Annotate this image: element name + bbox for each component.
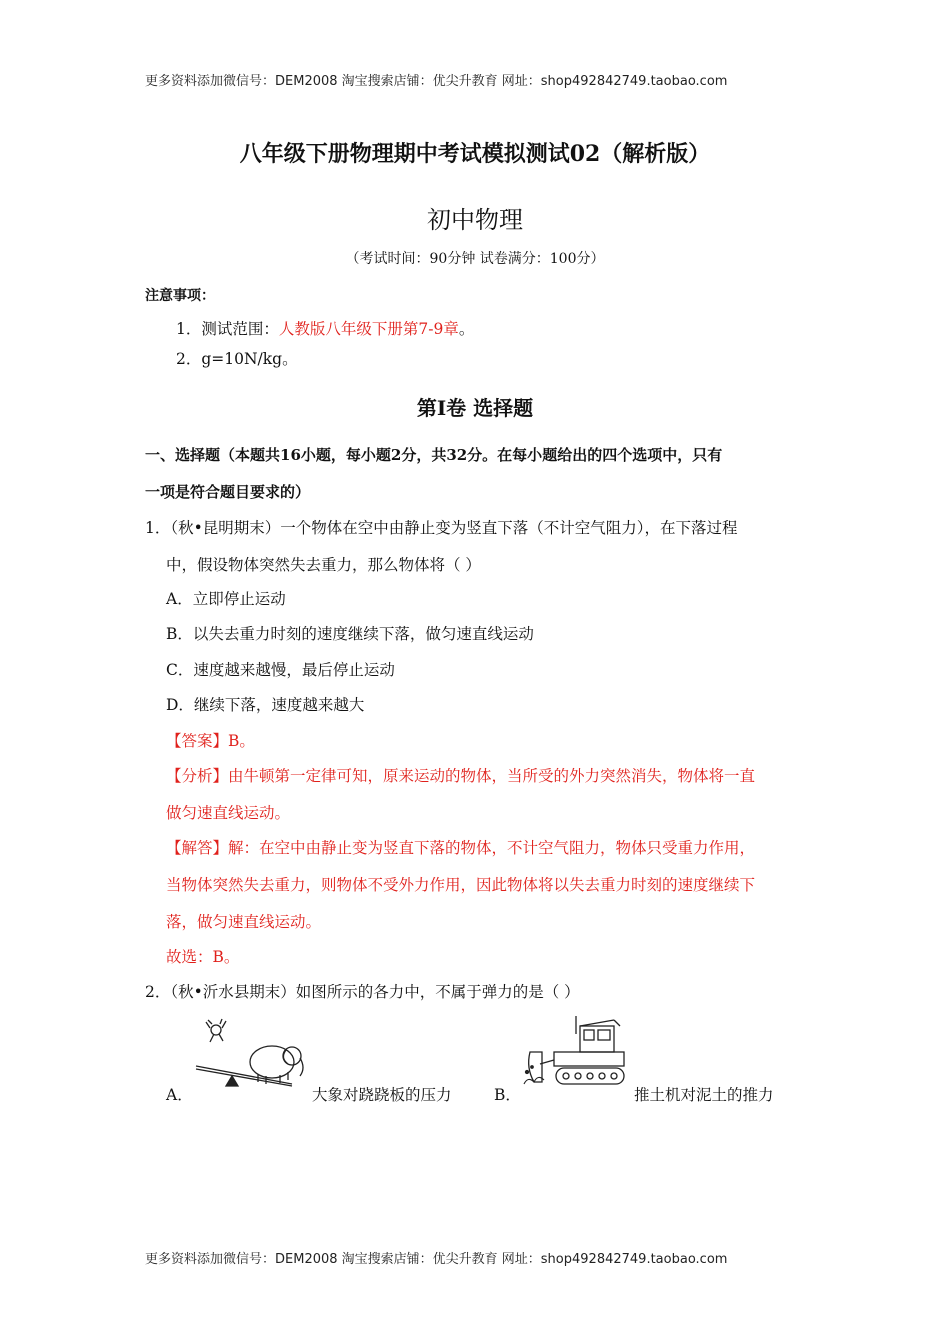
q2-stem: 2．（秋•沂水县期末）如图所示的各力中，不属于弹力的是（ ） bbox=[145, 983, 580, 1001]
q2-option-b-text: 推土机对泥土的推力 bbox=[634, 1086, 774, 1104]
q1-stem-line2: 中，假设物体突然失去重力，那么物体将（ ） bbox=[166, 556, 481, 574]
q1-stem-line1: 1．（秋•昆明期末）一个物体在空中由静止变为竖直下落（不计空气阻力），在下落过程 bbox=[145, 519, 738, 537]
part-heading-line1: 一、选择题（本题共16小题，每小题2分，共32分。在每小题给出的四个选项中，只有 bbox=[145, 446, 723, 464]
q1-solution-line3: 落，做匀速直线运动。 bbox=[166, 913, 322, 931]
q1-solution-line1: 【解答】解：在空中由静止变为竖直下落的物体，不计空气阻力，物体只受重力作用， bbox=[166, 839, 756, 857]
q2-option-a-text: 大象对跷跷板的压力 bbox=[312, 1086, 452, 1104]
notes-item-2: 2．g=10N/kg。 bbox=[176, 350, 298, 368]
q1-choice: 故选：B。 bbox=[166, 948, 240, 966]
header-note: 更多资料添加微信号：DEM2008 淘宝搜索店铺：优尖升教育 网址：shop492842749.taobao.com bbox=[145, 74, 728, 89]
part-heading-line2: 一项是符合题目要求的） bbox=[145, 483, 311, 501]
exam-meta: （考试时间：90分钟 试卷满分：100分） bbox=[345, 251, 605, 267]
q1-option-a: A．立即停止运动 bbox=[166, 590, 286, 608]
q1-answer: 【答案】B。 bbox=[166, 732, 255, 750]
q1-option-d: D．继续下落，速度越来越大 bbox=[166, 696, 365, 714]
notes-item-1-range: 人教版八年级下册第7-9章 bbox=[278, 320, 459, 338]
notes-item-1-prefix: 1．测试范围： bbox=[176, 320, 279, 338]
bulldozer-image bbox=[522, 1012, 632, 1094]
page-subtitle: 初中物理 bbox=[427, 206, 523, 234]
q1-solution-line2: 当物体突然失去重力，则物体不受外力作用，因此物体将以失去重力时刻的速度继续下 bbox=[166, 876, 756, 894]
q1-option-c: C．速度越来越慢，最后停止运动 bbox=[166, 661, 395, 679]
q2-option-b-label: B． bbox=[494, 1086, 521, 1104]
elephant-seesaw-image bbox=[192, 1018, 310, 1088]
notes-item-1-suffix: 。 bbox=[458, 320, 475, 338]
notes-heading: 注意事项： bbox=[145, 288, 215, 304]
footer-note: 更多资料添加微信号：DEM2008 淘宝搜索店铺：优尖升教育 网址：shop492842749.taobao.com bbox=[145, 1252, 728, 1267]
q1-analysis-line1: 【分析】由牛顿第一定律可知，原来运动的物体，当所受的外力突然消失，物体将一直 bbox=[166, 767, 756, 785]
page-title: 八年级下册物理期中考试模拟测试02（解析版） bbox=[239, 141, 711, 167]
notes-item-1 bbox=[176, 317, 474, 339]
q1-analysis-line2: 做匀速直线运动。 bbox=[166, 804, 291, 822]
q1-option-b: B．以失去重力时刻的速度继续下落，做匀速直线运动 bbox=[166, 625, 534, 643]
q2-option-a-label: A． bbox=[166, 1086, 193, 1104]
section-title: 第Ⅰ卷 选择题 bbox=[416, 396, 534, 420]
